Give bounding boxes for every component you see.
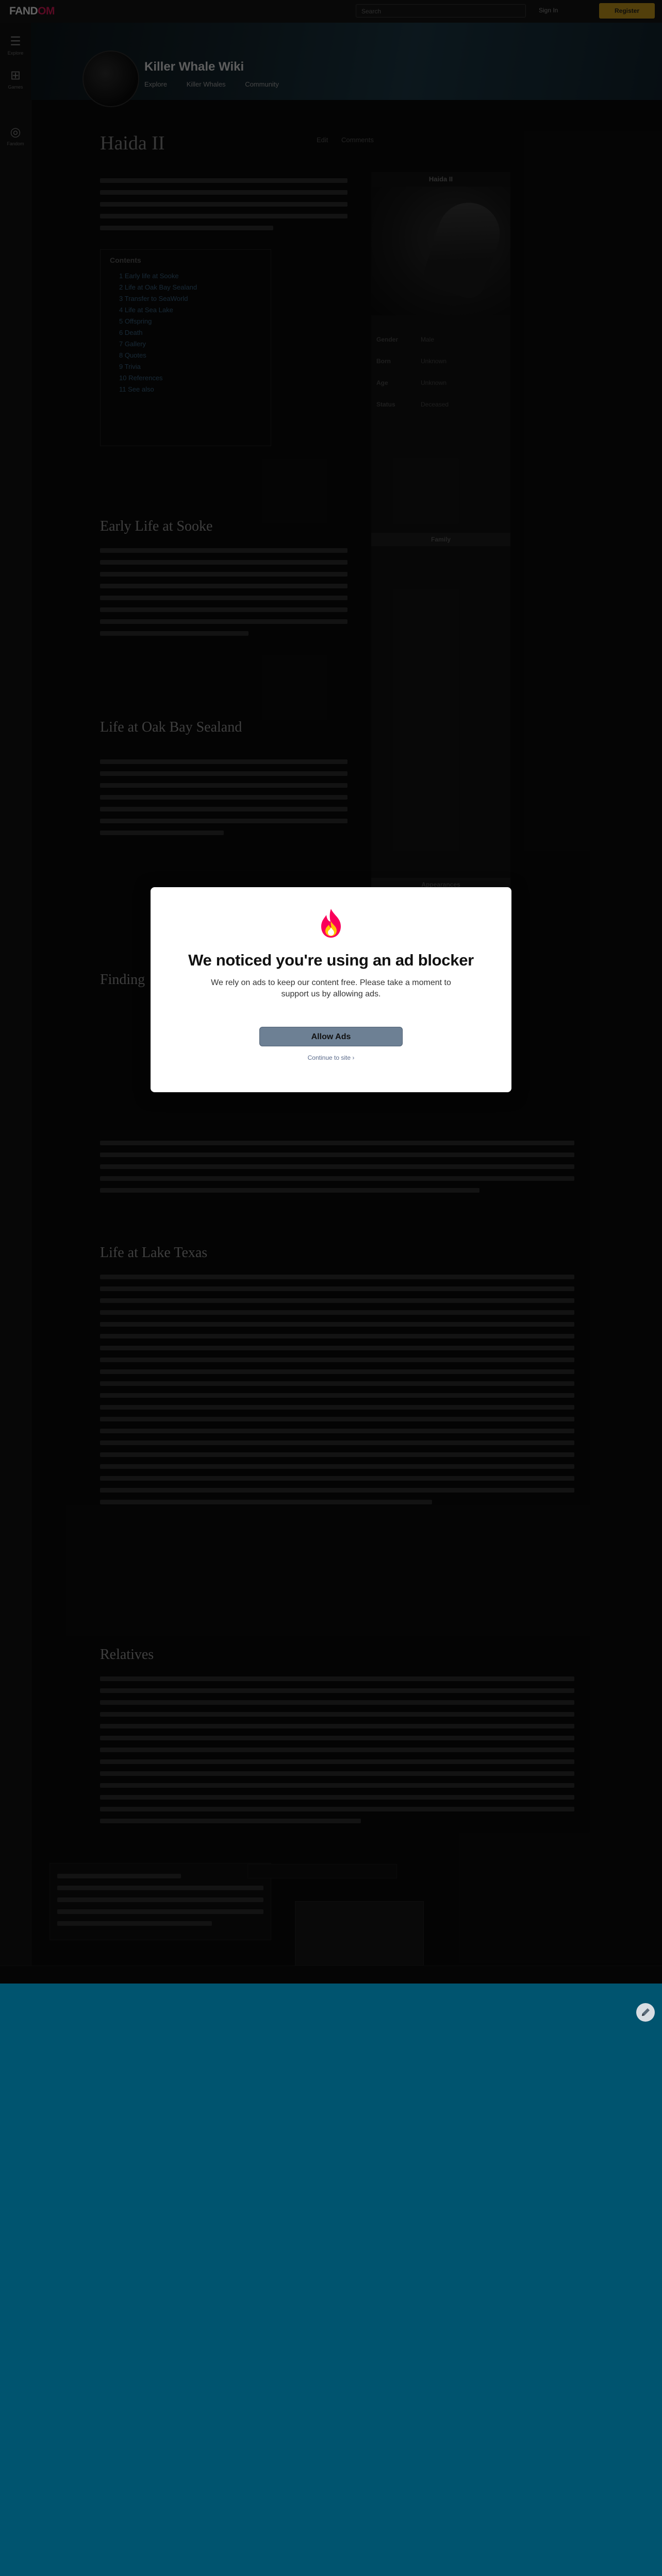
allow-ads-button[interactable]: Allow Ads bbox=[259, 1027, 403, 1046]
modal-title: We noticed you're using an ad blocker bbox=[188, 951, 474, 969]
edit-fab-button[interactable] bbox=[636, 2003, 655, 2022]
adblock-modal bbox=[151, 887, 511, 1092]
fandom-flame-icon bbox=[318, 908, 344, 939]
continue-to-site-link[interactable]: Continue to site › bbox=[307, 1054, 355, 1061]
pencil-icon bbox=[636, 2003, 655, 2022]
modal-body: We rely on ads to keep our content free. Please take a moment to support us by allowing ads. bbox=[211, 978, 451, 998]
